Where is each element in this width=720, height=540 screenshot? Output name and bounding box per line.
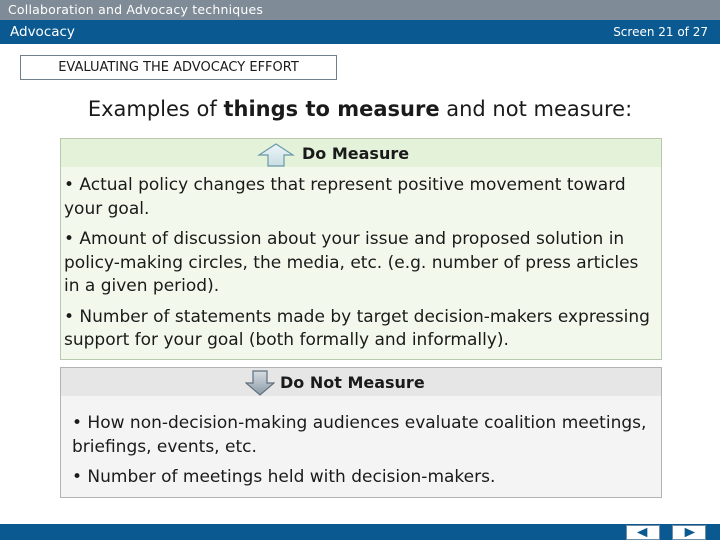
do-not-measure-title: Do Not Measure [280,373,425,392]
up-arrow-graphic [257,143,295,167]
do-measure-header [61,139,661,167]
footer-bar [0,524,720,540]
screen-indicator: Screen 21 of 27 [613,25,708,39]
next-screen-button[interactable] [672,525,706,540]
list-item: • Number of meetings held with decision-makers. [72,467,496,487]
course-title: Collaboration and Advocacy techniques [8,2,264,17]
up-arrow-icon [257,143,295,167]
down-arrow-graphic [245,370,275,396]
do-not-measure-panel [60,367,662,498]
do-measure-panel [60,138,662,360]
do-measure-title: Do Measure [302,144,410,163]
course-title-bar [0,0,720,20]
heading-suffix: and not measure: [439,97,633,121]
do-not-measure-list [72,412,652,497]
page-subtitle: EVALUATING THE ADVOCACY EFFORT [58,60,299,75]
page-heading [0,97,720,121]
list-item: • Number of statements made by target decision-makers expressing support for your goal (both formally and informally). [64,306,650,350]
section-bar [0,20,720,44]
list-item: • Amount of discussion about your issue and proposed solution in policy-making circles, the media, etc. (e.g. number of press articles in a given period). [64,229,639,296]
list-item: • Actual policy changes that represent positive movement toward your goal. [64,175,626,219]
do-not-measure-header [61,368,661,396]
do-measure-list [64,174,658,360]
triangle-right-icon [673,526,705,539]
list-item: • How non-decision-making audiences evaluate coalition meetings, briefings, events, etc. [72,413,647,457]
heading-prefix: Examples of [87,97,224,121]
down-arrow-icon [245,370,275,396]
heading-emphasis: things to measure [223,97,440,121]
page-subtitle-box [20,55,337,80]
triangle-left-icon [627,526,659,539]
previous-screen-button[interactable] [626,525,660,540]
section-title: Advocacy [10,24,75,40]
